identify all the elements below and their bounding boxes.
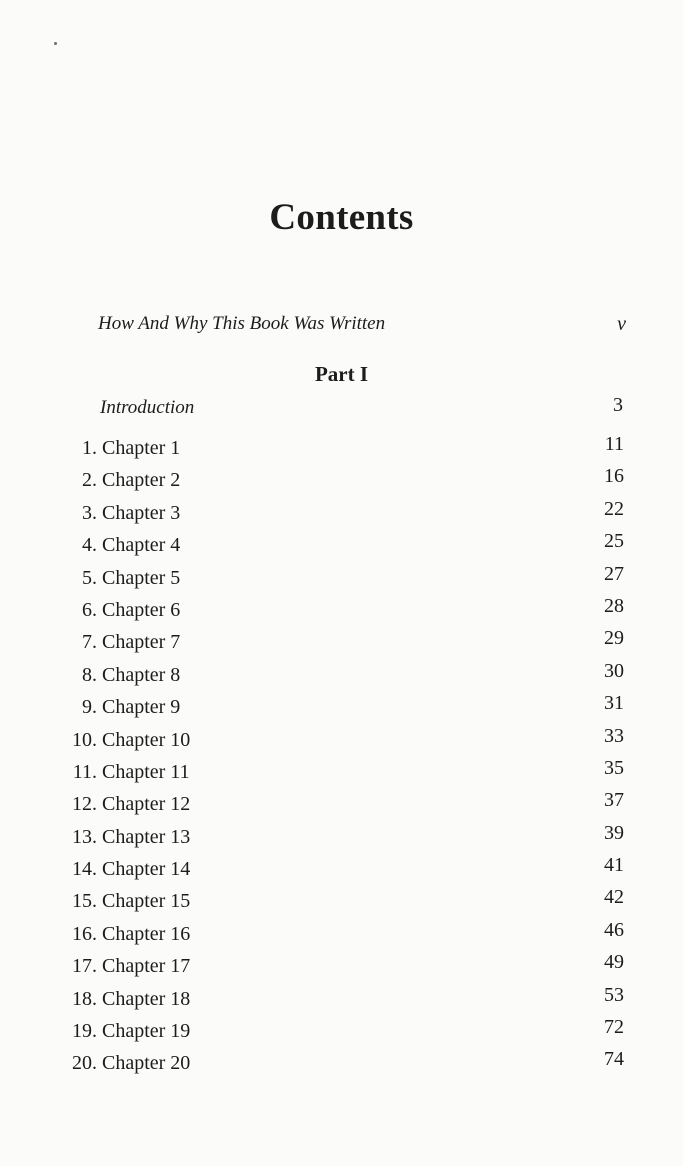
chapter-title: Chapter 5 (102, 566, 181, 589)
chapter-title: Chapter 10 (102, 728, 191, 751)
chapter-number: 16. (72, 922, 97, 945)
toc-page-number: 27 (604, 562, 624, 585)
chapter-title: Chapter 3 (102, 501, 181, 524)
chapter-number: 11. (72, 760, 97, 783)
toc-page-number: 16 (604, 465, 624, 488)
toc-page-number: 41 (604, 854, 624, 877)
toc-page-number: 11 (604, 433, 624, 455)
toc-page-number: 74 (604, 1048, 624, 1071)
toc-entry-chapter (60, 888, 624, 920)
chapter-title: Chapter 6 (102, 598, 181, 621)
chapter-title: Chapter 8 (102, 663, 181, 686)
chapter-title: Chapter 17 (102, 955, 191, 978)
toc-page-number: 35 (604, 756, 624, 779)
toc-page-number: 33 (604, 724, 624, 747)
chapter-title: Chapter 20 (102, 1052, 191, 1075)
chapter-number: 5. (82, 566, 97, 589)
chapter-title: Chapter 9 (102, 696, 181, 719)
toc-entry-chapter (60, 856, 624, 888)
toc-page-number: v (617, 313, 626, 335)
chapter-number: 15. (72, 890, 97, 913)
toc-entry-chapter (60, 1050, 624, 1082)
chapter-number: 12. (72, 793, 97, 816)
chapter-title: Chapter 14 (102, 858, 191, 881)
toc-entry-label: Introduction (100, 397, 195, 418)
chapter-number: 6. (82, 598, 97, 621)
chapter-number: 20. (72, 1052, 97, 1075)
chapter-number: 10. (72, 728, 97, 751)
chapter-title: Chapter 19 (102, 1020, 191, 1043)
chapter-number: 17. (72, 955, 97, 978)
toc-page-number: 72 (604, 1016, 624, 1039)
chapter-title: Chapter 2 (102, 469, 181, 492)
chapter-title: Chapter 12 (102, 793, 191, 816)
chapter-title: Chapter 13 (102, 825, 191, 848)
chapter-title: Chapter 1 (102, 437, 181, 459)
toc-entry-chapter (60, 756, 624, 791)
toc-page-number: 22 (604, 497, 624, 520)
toc-entry-chapter (60, 694, 624, 726)
toc-entry-chapter (60, 629, 624, 661)
toc-page-number: 46 (604, 918, 624, 941)
toc-entry-chapter (60, 983, 624, 1018)
toc-entry-chapter (60, 497, 624, 532)
chapter-title: Chapter 16 (102, 922, 191, 945)
chapter-title: Chapter 11 (102, 760, 190, 783)
toc-entry-chapter (60, 724, 624, 759)
chapter-number: 19. (72, 1020, 97, 1043)
toc-page-number: 25 (604, 530, 624, 553)
part-heading: Part I (314, 362, 369, 386)
toc-entry-chapter (60, 562, 624, 597)
chapter-number: 13. (72, 825, 97, 848)
chapter-number: 3. (82, 501, 97, 524)
toc-entry-front-matter (98, 313, 626, 337)
toc-page-number: 49 (604, 951, 624, 974)
chapter-title: Chapter 7 (102, 631, 181, 654)
toc-entry-chapter (60, 594, 624, 629)
chapter-number: 14. (72, 858, 97, 881)
toc-entry-chapter (60, 821, 624, 856)
toc-entry-chapter (60, 659, 624, 694)
toc-page-number: 31 (604, 692, 624, 715)
toc-page-number: 53 (604, 983, 624, 1006)
toc-page-number: 3 (613, 394, 623, 416)
toc-page-number: 39 (604, 821, 624, 844)
toc-entry-chapter (60, 953, 624, 985)
chapter-title: Chapter 15 (102, 890, 191, 913)
toc-page-number: 28 (604, 594, 624, 617)
toc-page-number: 29 (604, 627, 624, 650)
toc-page-number: 37 (604, 789, 624, 812)
toc-entry-chapter (60, 467, 624, 499)
ink-speck (54, 42, 57, 45)
toc-entry-introduction (100, 394, 623, 423)
toc-entry-chapter (60, 532, 624, 564)
toc-entry-label: How And Why This Book Was Written (98, 313, 386, 334)
chapter-list (60, 435, 624, 1083)
chapter-number: 7. (82, 631, 97, 654)
toc-page-number: 42 (604, 886, 624, 909)
toc-page-number: 30 (604, 659, 624, 682)
chapter-number: 8. (82, 663, 97, 686)
toc-entry-chapter (60, 918, 624, 953)
toc-entry-chapter (60, 791, 624, 823)
page-title: Contents (269, 197, 414, 238)
chapter-title: Chapter 4 (102, 534, 181, 557)
chapter-number: 4. (82, 534, 97, 557)
toc-entry-chapter (60, 435, 624, 467)
chapter-number: 2. (82, 469, 97, 492)
chapter-number: 9. (82, 696, 97, 719)
chapter-title: Chapter 18 (102, 987, 191, 1010)
chapter-number: 18. (72, 987, 97, 1010)
chapter-number: 1. (82, 437, 97, 459)
toc-entry-chapter (60, 1018, 624, 1050)
